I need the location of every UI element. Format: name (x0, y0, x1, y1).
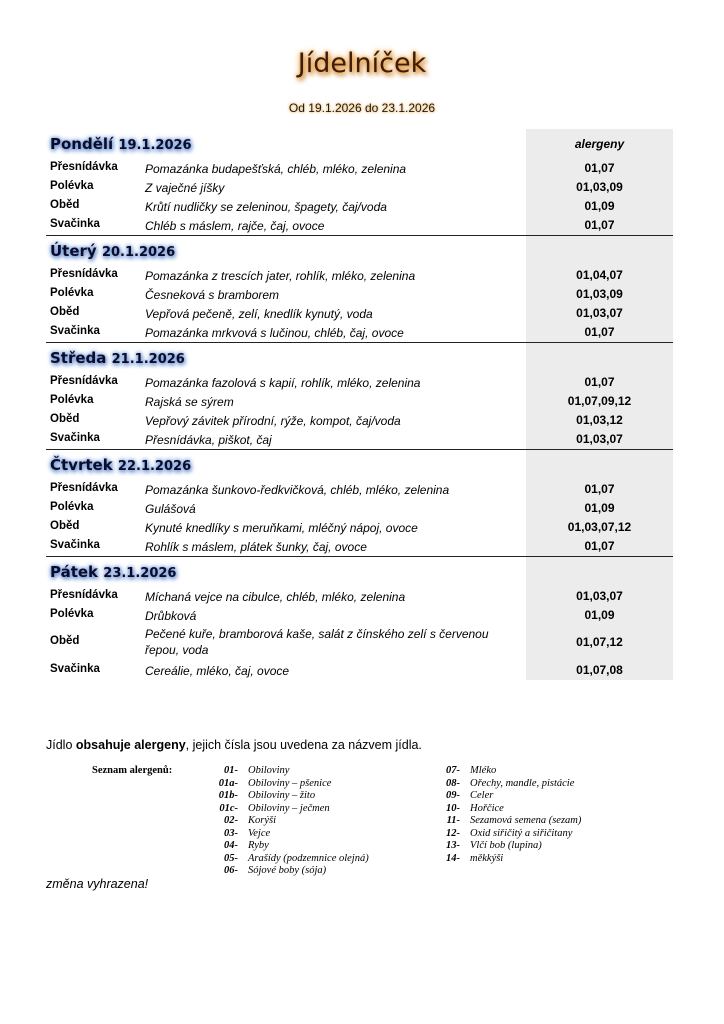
day-date: 22.1.2026 (117, 459, 192, 474)
dish-description: Rohlík s máslem, plátek šunky, čaj, ovoce (145, 540, 367, 554)
meal-row (46, 661, 673, 680)
meal-type: Polévka (50, 287, 94, 299)
day-name-text: Středa (50, 349, 107, 367)
meal-type: Přesnídávka (50, 482, 118, 494)
allergen-codes: 01,07 (584, 539, 615, 553)
allergen-codes: 01,07,09,12 (567, 394, 632, 408)
allergen-code: 12- (446, 827, 460, 839)
day-block (46, 557, 673, 680)
allergen-legend (0, 763, 724, 878)
allergen-code: 10- (446, 802, 460, 814)
meal-type: Svačinka (50, 663, 100, 675)
allergen-codes: 01,03,07 (576, 306, 623, 320)
allergen-codes: 01,09 (584, 608, 615, 622)
allergen-codes: 01,07 (584, 161, 615, 175)
meal-type: Oběd (50, 306, 80, 318)
meal-type: Polévka (50, 180, 94, 192)
meal-type: Oběd (50, 413, 80, 425)
allergen-codes: 01,07,08 (576, 663, 623, 677)
allergen-code: 11- (446, 815, 460, 826)
allergen-codes: 01,09 (584, 199, 615, 213)
meal-type: Oběd (50, 520, 80, 532)
dish-description: Pomazánka budapešťská, chléb, mléko, zelenina (145, 162, 407, 176)
allergen-note-suffix: , jejich čísla jsou uvedena za názvem jídla. (185, 738, 422, 752)
allergen-column-header: alergeny (574, 137, 625, 151)
meal-row (46, 159, 673, 178)
meal-row (46, 606, 673, 625)
day-date: 19.1.2026 (118, 138, 192, 153)
allergen-name: Vejce (248, 827, 271, 839)
dish-description: Z vaječné jíšky (145, 181, 225, 195)
dish-description: Vepřový závitek přírodní, rýže, kompot, čaj/voda (145, 414, 401, 428)
allergen-name: Obiloviny – žito (248, 790, 316, 801)
allergen-code: 06- (224, 865, 238, 876)
allergen-code: 01c- (219, 802, 238, 814)
allergen-name: Oxid siřičitý a siřičitany (470, 827, 573, 839)
meal-row (46, 392, 673, 411)
allergen-name: Arašídy (podzemnice olejná) (248, 852, 369, 864)
allergen-codes: 01,03,07 (576, 432, 623, 446)
allergen-code: 13- (446, 840, 460, 851)
dish-description: Pomazánka mrkvová s lučinou, chléb, čaj, ovoce (145, 326, 404, 340)
allergen-codes: 01,03,12 (576, 413, 623, 427)
meal-type: Polévka (50, 501, 94, 513)
meal-row (46, 537, 673, 556)
allergen-codes: 01,03,09 (576, 287, 623, 301)
allergen-codes: 01,03,07 (576, 589, 623, 603)
day-name-text: Pátek (50, 563, 99, 581)
allergen-code: 07- (446, 765, 460, 776)
day-block (46, 450, 673, 557)
day-block (46, 343, 673, 450)
dish-description: Přesnídávka, piškot, čaj (145, 433, 272, 447)
meal-type: Oběd (50, 199, 80, 211)
meal-row (46, 411, 673, 430)
allergen-code: 01a- (218, 777, 238, 789)
page-title: Jídelníček (297, 48, 427, 79)
allergen-codes: 01,07 (584, 218, 615, 232)
day-header (46, 343, 673, 373)
allergen-code: 04- (224, 840, 238, 851)
dish-description: Pomazánka šunkovo-ředkvičková, chléb, mléko, zelenina (145, 483, 450, 497)
meal-type: Polévka (50, 394, 94, 406)
day-name (50, 348, 185, 370)
day-name (50, 562, 176, 584)
meal-row (46, 323, 673, 342)
meal-type: Oběd (50, 635, 80, 647)
meal-type: Svačinka (50, 218, 100, 230)
meal-type: Přesnídávka (50, 375, 118, 387)
allergen-note (46, 738, 422, 752)
day-date: 21.1.2026 (111, 352, 185, 367)
day-block (46, 129, 673, 236)
meal-row (46, 285, 673, 304)
allergen-name: Korýši (248, 815, 277, 826)
day-date: 23.1.2026 (103, 566, 177, 581)
day-date: 20.1.2026 (101, 245, 176, 260)
allergen-name: Hořčice (470, 802, 504, 814)
allergen-code: 03- (224, 827, 238, 839)
allergen-codes: 01,09 (584, 501, 615, 515)
allergen-code: 02- (224, 815, 238, 826)
menu-table (46, 129, 673, 680)
meal-row (46, 625, 673, 661)
allergen-name: Celer (470, 790, 494, 801)
meal-row (46, 266, 673, 285)
allergen-name: Sezamová semena (sezam) (470, 815, 582, 826)
meal-row (46, 216, 673, 235)
meal-type: Polévka (50, 608, 94, 620)
allergen-codes: 01,04,07 (576, 268, 623, 282)
allergen-codes: 01,07 (584, 375, 615, 389)
allergen-code: 01b- (218, 790, 238, 801)
allergen-code: 08- (446, 777, 460, 789)
day-name (50, 455, 191, 477)
allergen-name: Ořechy, mandle, pistácie (470, 777, 575, 789)
dish-description: Cereálie, mléko, čaj, ovoce (145, 664, 290, 678)
meal-type: Přesnídávka (50, 268, 118, 280)
allergen-codes: 01,03,09 (576, 180, 623, 194)
meal-type: Svačinka (50, 325, 100, 337)
dish-description: Míchaná vejce na cibulce, chléb, mléko, zelenina (145, 590, 406, 604)
allergen-code: 01- (224, 765, 238, 776)
day-name-text: Úterý (50, 242, 97, 260)
allergen-name: Obiloviny (248, 765, 290, 776)
allergen-legend-title: Seznam alergenů: (92, 765, 173, 776)
meal-row (46, 373, 673, 392)
meal-type: Svačinka (50, 432, 100, 444)
dish-description: Pomazánka z trescích jater, rohlík, mléko, zelenina (145, 269, 416, 283)
day-block (46, 236, 673, 343)
allergen-name: Ryby (248, 840, 269, 851)
meal-row (46, 430, 673, 449)
dish-description: Pečené kuře, bramborová kaše, salát z čínského zelí s červenou řepou, voda (145, 627, 489, 657)
allergen-name: Vlčí bob (lupina) (470, 840, 542, 851)
allergen-name: Sójové boby (sója) (248, 865, 327, 876)
dish-description: Gulášová (145, 502, 196, 516)
allergen-name: měkkýši (470, 852, 504, 864)
allergen-codes: 01,07,12 (576, 635, 623, 649)
footer-note: změna vyhrazena! (46, 877, 149, 891)
day-header (46, 129, 673, 159)
day-header (46, 236, 673, 266)
dish-description: Vepřová pečeně, zelí, knedlík kynutý, voda (145, 307, 373, 321)
dish-description: Kynuté knedlíky s meruňkami, mléčný nápoj, ovoce (145, 521, 418, 535)
allergen-note-prefix: Jídlo (46, 738, 76, 752)
dish-description: Chléb s máslem, rajče, čaj, ovoce (145, 219, 325, 233)
meal-row (46, 197, 673, 216)
allergen-note-bold: obsahuje alergeny (75, 738, 186, 752)
day-name (50, 134, 192, 156)
day-header (46, 557, 673, 587)
meal-row (46, 304, 673, 323)
dish-description: Česneková s bramborem (145, 288, 280, 302)
day-name (50, 241, 175, 263)
day-name-text: Čtvrtek (50, 456, 113, 474)
allergen-code: 05- (224, 852, 238, 864)
meal-row (46, 178, 673, 197)
meal-row (46, 587, 673, 606)
allergen-name: Obiloviny – ječmen (248, 802, 330, 814)
meal-row (46, 518, 673, 537)
allergen-code: 14- (446, 852, 460, 864)
date-range: Od 19.1.2026 do 23.1.2026 (288, 101, 436, 115)
dish-description: Pomazánka fazolová s kapií, rohlík, mléko, zelenina (145, 376, 421, 390)
dish-description: Drůbková (145, 609, 197, 623)
allergen-codes: 01,07 (584, 482, 615, 496)
allergen-code: 09- (446, 790, 460, 801)
meal-row (46, 499, 673, 518)
allergen-name: Obiloviny – pšenice (248, 777, 332, 789)
meal-type: Přesnídávka (50, 161, 118, 173)
meal-type: Svačinka (50, 539, 100, 551)
meal-row (46, 480, 673, 499)
day-name-text: Pondělí (50, 135, 114, 153)
dish-description: Krůtí nudličky se zeleninou, špagety, čaj/voda (145, 200, 387, 214)
day-header (46, 450, 673, 480)
allergen-codes: 01,03,07,12 (567, 520, 632, 534)
allergen-codes: 01,07 (584, 325, 615, 339)
meal-type: Přesnídávka (50, 589, 118, 601)
allergen-name: Mléko (470, 765, 497, 776)
dish-description: Rajská se sýrem (145, 395, 234, 409)
